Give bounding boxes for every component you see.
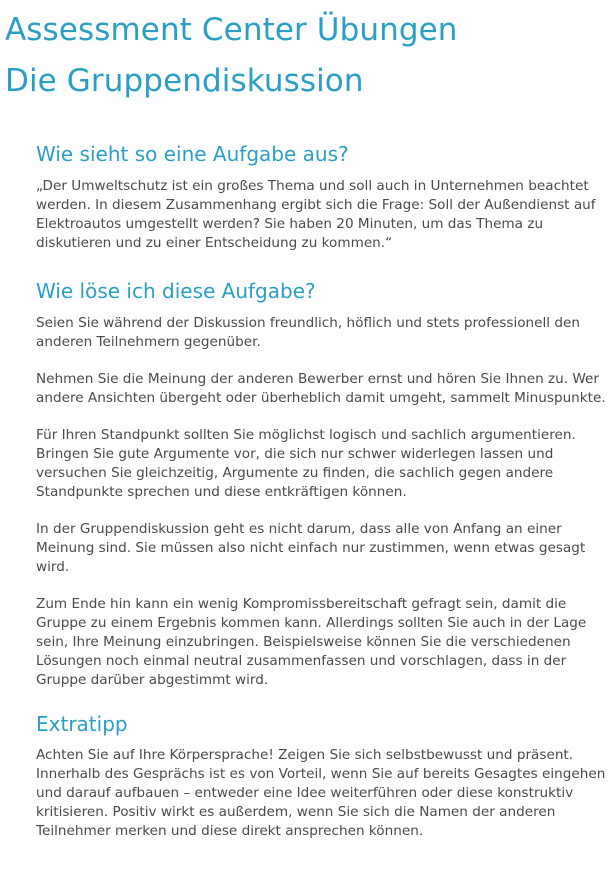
document-body xyxy=(36,140,608,841)
paragraph: Nehmen Sie die Meinung der anderen Bewerber ernst und hören Sie Ihnen zu. Wer andere Ansichten übergeht oder überheblich damit umgeht, sammelt Minuspunkte. xyxy=(36,371,606,406)
paragraph: Für Ihren Standpunkt sollten Sie möglichst logisch und sachlich argumentieren. Bringen Sie gute Argumente vor, die sich nur schwer widerlegen lassen und versuchen Sie gleichzeitig, Argumente zu finden, die sachlich gegen andere Standpunkte sprechen und diese entkräftigen können. xyxy=(36,427,576,500)
page-title-line-2: Die Gruppendiskussion xyxy=(5,63,364,99)
section-heading: Extratipp xyxy=(36,712,128,736)
paragraph: „Der Umweltschutz ist ein großes Thema und soll auch in Unternehmen beachtet werden. In diesem Zusammenhang ergibt sich die Frage: Soll der Außendienst auf Elektroautos umgestellt werden? Sie haben 20 Minuten, um das Thema zu diskutieren und zu einer Entscheidung zu kommen.“ xyxy=(36,178,596,251)
section-heading: Wie löse ich diese Aufgabe? xyxy=(36,279,316,303)
section-solution xyxy=(36,277,608,690)
page-title xyxy=(5,5,458,107)
page-title-line-1: Assessment Center Übungen xyxy=(5,12,458,48)
paragraph: In der Gruppendiskussion geht es nicht darum, dass alle von Anfang an einer Meinung sind. Sie müssen also nicht einfach nur zustimmen, wenn etwas gesagt wird. xyxy=(36,521,586,575)
paragraph: Seien Sie während der Diskussion freundlich, höflich und stets professionell den anderen Teilnehmern gegenüber. xyxy=(36,315,580,350)
section-heading: Wie sieht so eine Aufgabe aus? xyxy=(36,142,349,166)
paragraph: Achten Sie auf Ihre Körpersprache! Zeigen Sie sich selbstbewusst und präsent. Innerhalb des Gesprächs ist es von Vorteil, wenn Sie auf bereits Gesagtes eingehen und darauf aufbauen – entweder eine Idee weiterführen oder diese konstruktiv kritisieren. Positiv wirkt es außerdem, wenn Sie sich die Namen der anderen Teilnehmer merken und diese direkt ansprechen können. xyxy=(36,747,606,839)
section-task-description xyxy=(36,140,608,253)
section-extra-tip xyxy=(36,710,608,841)
paragraph: Zum Ende hin kann ein wenig Kompromissbereitschaft gefragt sein, damit die Gruppe zu einem Ergebnis kommen kann. Allerdings sollten Sie auch in der Lage sein, Ihre Meinung einzubringen. Beispielsweise können Sie die verschiedenen Lösungen noch einmal neutral zusammenfassen und vorschlagen, dass in der Gruppe darüber abgestimmt wird. xyxy=(36,596,587,688)
